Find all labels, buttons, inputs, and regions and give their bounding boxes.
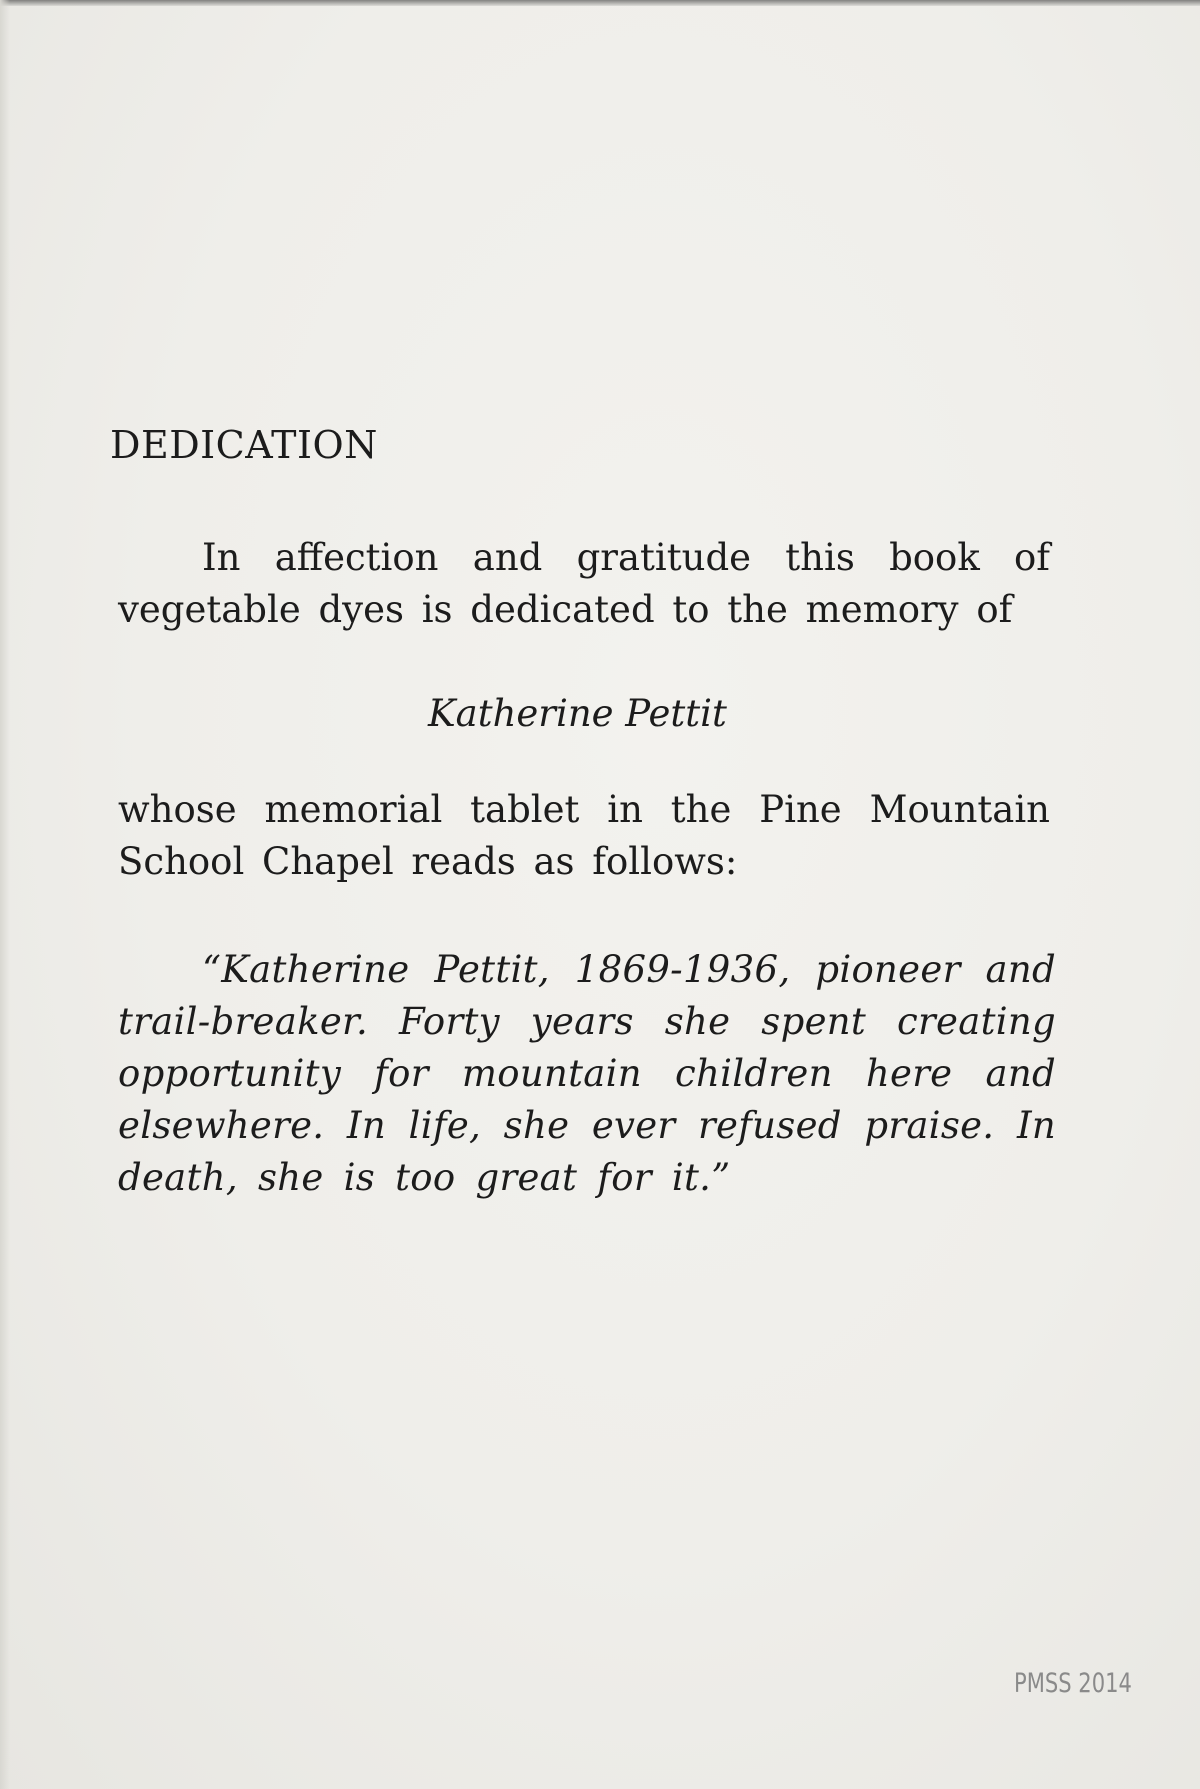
tablet-intro-paragraph: whose memorial tablet in the Pine Mountain School Chapel reads as follows:	[118, 788, 1050, 883]
memorial-quote: “Katherine Pettit, 1869-1936, pioneer and trail-breaker. Forty years she spent creating opportunity for mountain children here and elsewhere. In life, she ever refused praise. In death, she is too great for it.”	[118, 948, 1056, 1199]
archive-stamp: PMSS 2014	[1014, 1668, 1132, 1699]
dedication-heading: DEDICATION	[110, 423, 378, 467]
dedication-paragraph: In affection and gratitude this book of vegetable dyes is dedicated to the memory of	[118, 536, 1050, 631]
honoree-name: Katherine Pettit	[428, 692, 727, 735]
